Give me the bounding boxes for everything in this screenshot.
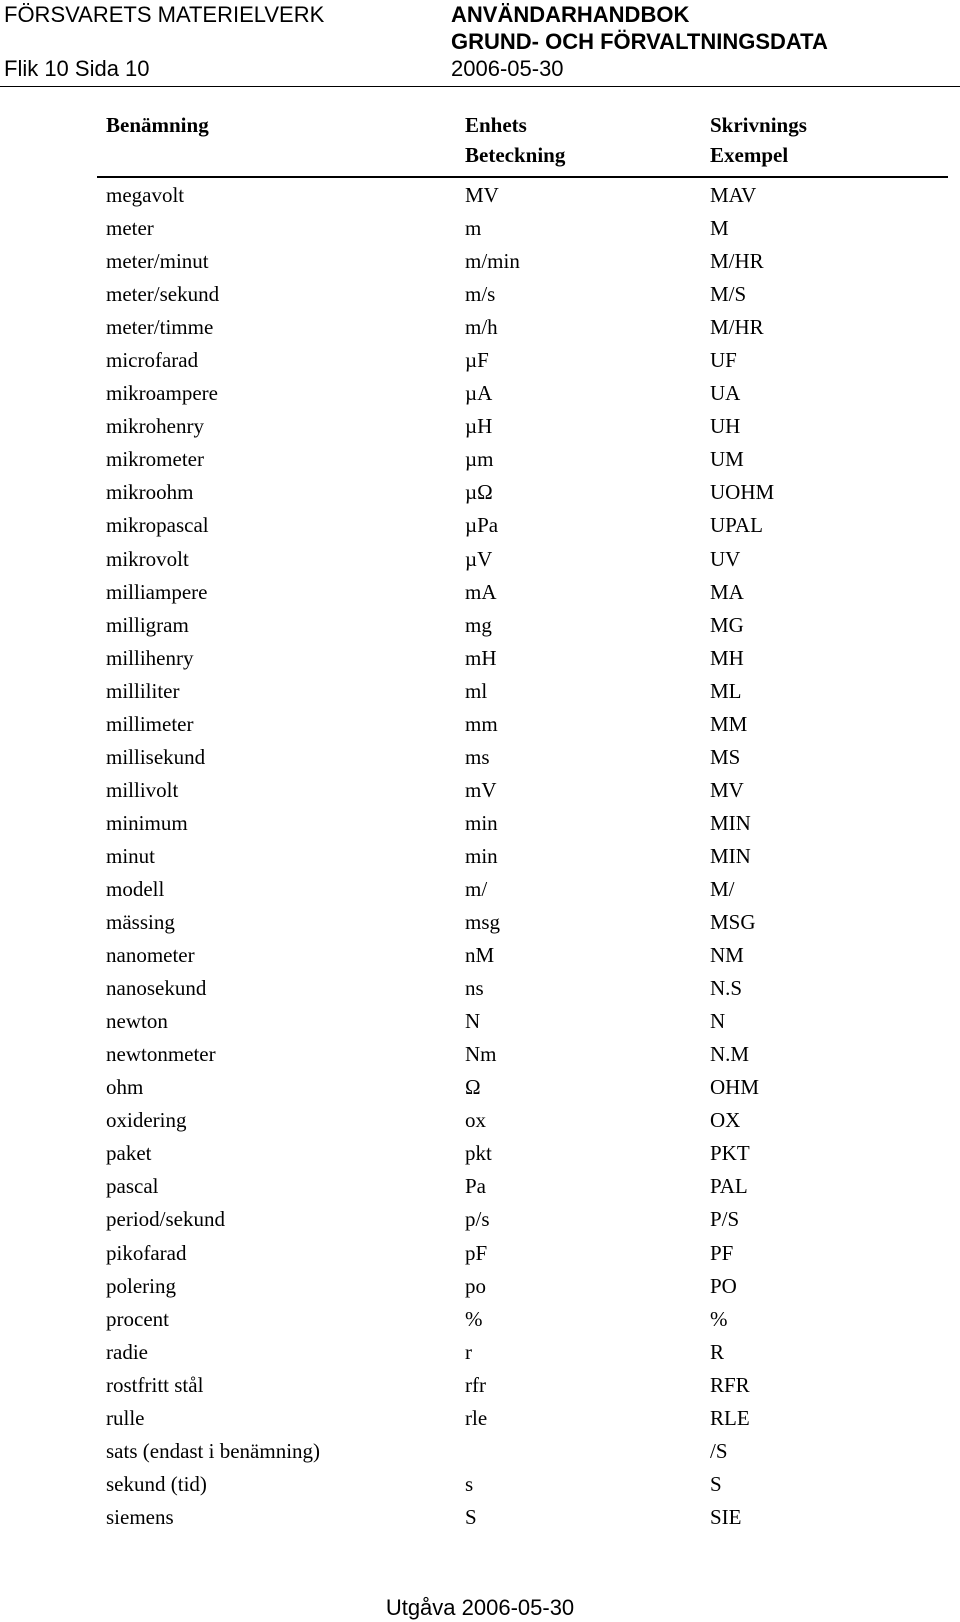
cell-unit: m/s xyxy=(465,282,496,307)
cell-name: milligram xyxy=(106,612,189,637)
cell-name: ohm xyxy=(106,1075,144,1100)
table-row xyxy=(0,475,960,508)
cell-example: SIE xyxy=(710,1504,742,1529)
cell-name: minut xyxy=(106,843,156,868)
cell-unit: µPa xyxy=(465,513,499,538)
cell-unit: ml xyxy=(465,678,488,703)
table-row xyxy=(0,442,960,475)
cell-example: M/HR xyxy=(710,249,764,274)
cell-example: UOHM xyxy=(710,480,775,505)
cell-example: MIN xyxy=(710,810,751,835)
cell-unit: r xyxy=(465,1339,472,1364)
cell-name: newton xyxy=(106,1009,168,1034)
table-row xyxy=(0,674,960,707)
cell-example: RLE xyxy=(710,1405,750,1430)
column-header-unit: Enhets xyxy=(465,113,527,137)
cell-name: rulle xyxy=(106,1405,145,1430)
cell-unit: mm xyxy=(465,711,498,736)
cell-unit: rfr xyxy=(465,1372,486,1397)
cell-example: OX xyxy=(710,1108,741,1133)
cell-example: MV xyxy=(710,777,744,802)
cell-unit: m xyxy=(465,216,482,241)
table-row xyxy=(0,1269,960,1302)
cell-example: ML xyxy=(710,678,742,703)
cell-unit: N xyxy=(465,1009,481,1034)
document-subtitle: GRUND- OCH FÖRVALTNINGSDATA xyxy=(451,29,828,54)
cell-unit: msg xyxy=(465,910,501,935)
cell-unit: µF xyxy=(465,348,489,373)
page-reference: Flik 10 Sida 10 xyxy=(4,56,150,81)
cell-example: PF xyxy=(710,1240,734,1265)
cell-example: MIN xyxy=(710,843,751,868)
table-row xyxy=(0,1401,960,1434)
table-row xyxy=(0,1169,960,1202)
table-row xyxy=(0,409,960,442)
cell-example: UF xyxy=(710,348,737,373)
cell-name: radie xyxy=(106,1339,148,1364)
cell-name: paket xyxy=(106,1141,152,1166)
cell-example: R xyxy=(710,1339,725,1364)
cell-name: millivolt xyxy=(106,777,179,802)
table-row xyxy=(0,1070,960,1103)
cell-name: milliampere xyxy=(106,579,208,604)
cell-name: procent xyxy=(106,1306,169,1331)
cell-name: mikroampere xyxy=(106,381,218,406)
cell-example: MS xyxy=(710,744,741,769)
table-row xyxy=(0,310,960,343)
cell-example: RFR xyxy=(710,1372,750,1397)
cell-name: nanometer xyxy=(106,943,195,968)
cell-unit: mH xyxy=(465,645,497,670)
cell-example: M/ xyxy=(710,876,735,901)
cell-unit: Ω xyxy=(465,1075,481,1100)
cell-name: mikropascal xyxy=(106,513,209,538)
cell-unit: min xyxy=(465,843,498,868)
table-header xyxy=(97,110,948,178)
table-row xyxy=(0,343,960,376)
table-row xyxy=(0,1103,960,1136)
cell-unit: MV xyxy=(465,183,499,207)
cell-name: nanosekund xyxy=(106,976,207,1001)
table-row xyxy=(0,277,960,310)
table-row xyxy=(0,608,960,641)
cell-unit: µm xyxy=(465,447,494,472)
column-header-example-line2: Exempel xyxy=(710,143,789,167)
table-row xyxy=(0,773,960,806)
cell-example: UH xyxy=(710,414,741,439)
cell-name: oxidering xyxy=(106,1108,187,1133)
cell-name: sats (endast i benämning) xyxy=(106,1438,321,1463)
table-row xyxy=(0,542,960,575)
cell-unit: ns xyxy=(465,976,484,1001)
table-row xyxy=(0,740,960,773)
table-row xyxy=(0,1136,960,1169)
cell-example: MA xyxy=(710,579,744,604)
cell-unit: % xyxy=(465,1306,483,1331)
cell-name: meter/timme xyxy=(106,315,214,340)
cell-unit: µΩ xyxy=(465,480,493,505)
cell-name: polering xyxy=(106,1273,176,1298)
cell-name: milliliter xyxy=(106,678,180,703)
cell-name: millihenry xyxy=(106,645,194,670)
table-row xyxy=(0,1236,960,1269)
cell-example: M/S xyxy=(710,282,747,307)
table-row xyxy=(0,806,960,839)
cell-unit: m/min xyxy=(465,249,520,274)
cell-example: MM xyxy=(710,711,748,736)
cell-name: sekund (tid) xyxy=(106,1471,207,1496)
cell-example: UM xyxy=(710,447,744,472)
cell-unit: p/s xyxy=(465,1207,490,1232)
cell-unit: ox xyxy=(465,1108,486,1133)
cell-example: S xyxy=(710,1471,722,1496)
cell-unit: po xyxy=(465,1273,486,1298)
table-row xyxy=(0,1368,960,1401)
cell-name: modell xyxy=(106,876,165,901)
cell-example: MH xyxy=(710,645,744,670)
table-row xyxy=(0,1434,960,1467)
cell-name: mässing xyxy=(106,910,175,935)
cell-example: /S xyxy=(710,1438,728,1463)
cell-name: mikroohm xyxy=(106,480,194,505)
cell-example: PO xyxy=(710,1273,737,1298)
cell-name: millisekund xyxy=(106,744,206,769)
cell-name: minimum xyxy=(106,810,188,835)
cell-unit: s xyxy=(465,1471,474,1496)
cell-unit: Nm xyxy=(465,1042,497,1067)
cell-unit: mV xyxy=(465,777,497,802)
cell-example: MSG xyxy=(710,910,756,935)
cell-unit: µH xyxy=(465,414,493,439)
table-row xyxy=(0,575,960,608)
table-row xyxy=(0,1004,960,1037)
cell-name: mikrovolt xyxy=(106,546,189,571)
page-footer: Utgåva 2006-05-30 xyxy=(385,1595,575,1620)
cell-example: MAV xyxy=(710,183,757,207)
table-row xyxy=(0,376,960,409)
table-row xyxy=(0,1467,960,1500)
cell-unit: mA xyxy=(465,579,497,604)
cell-unit: nM xyxy=(465,943,495,968)
table-row xyxy=(0,1037,960,1070)
cell-name: pikofarad xyxy=(106,1240,187,1265)
cell-example: M xyxy=(710,216,729,241)
cell-example: MG xyxy=(710,612,744,637)
cell-name: siemens xyxy=(106,1504,174,1529)
table-row xyxy=(0,707,960,740)
cell-name: meter xyxy=(106,216,154,241)
cell-example: OHM xyxy=(710,1075,760,1100)
cell-example: P/S xyxy=(710,1207,740,1232)
table-row xyxy=(0,1202,960,1235)
cell-name: mikrometer xyxy=(106,447,204,472)
cell-example: N.S xyxy=(710,976,743,1001)
column-header-unit-line2: Beteckning xyxy=(465,143,566,167)
table-row xyxy=(0,872,960,905)
cell-name: newtonmeter xyxy=(106,1042,216,1067)
cell-unit: S xyxy=(465,1504,477,1529)
cell-name: millimeter xyxy=(106,711,194,736)
column-header-example: Skrivnings xyxy=(710,113,807,137)
cell-example: NM xyxy=(710,943,744,968)
table-row xyxy=(0,839,960,872)
cell-example: UV xyxy=(710,546,741,571)
cell-name: meter/minut xyxy=(106,249,209,274)
cell-name: megavolt xyxy=(106,183,185,207)
cell-unit: mg xyxy=(465,612,492,637)
cell-unit: µA xyxy=(465,381,493,406)
table-row xyxy=(0,905,960,938)
cell-name: pascal xyxy=(106,1174,159,1199)
table-body xyxy=(0,178,960,1533)
cell-unit: µV xyxy=(465,546,493,571)
document-title: ANVÄNDARHANDBOK xyxy=(451,2,690,27)
cell-example: M/HR xyxy=(710,315,764,340)
cell-unit: pF xyxy=(465,1240,488,1265)
page-header xyxy=(0,0,960,87)
column-header-name: Benämning xyxy=(106,113,209,137)
cell-name: period/sekund xyxy=(106,1207,225,1232)
table-row xyxy=(0,1302,960,1335)
units-table xyxy=(0,110,960,1533)
table-row xyxy=(0,244,960,277)
table-row xyxy=(0,1335,960,1368)
table-row xyxy=(0,211,960,244)
cell-name: meter/sekund xyxy=(106,282,220,307)
organization-name: FÖRSVARETS MATERIELVERK xyxy=(4,2,325,27)
cell-example: UA xyxy=(710,381,741,406)
table-row xyxy=(0,971,960,1004)
cell-example: N xyxy=(710,1009,726,1034)
table-row xyxy=(0,178,960,211)
cell-unit: rle xyxy=(465,1405,488,1430)
cell-example: PKT xyxy=(710,1141,750,1166)
cell-unit: ms xyxy=(465,744,490,769)
cell-example: PAL xyxy=(710,1174,748,1199)
cell-name: rostfritt stål xyxy=(106,1372,204,1397)
cell-unit: pkt xyxy=(465,1141,492,1166)
cell-unit: m/h xyxy=(465,315,498,340)
table-row xyxy=(0,1500,960,1533)
cell-name: mikrohenry xyxy=(106,414,204,439)
header-date: 2006-05-30 xyxy=(451,56,564,81)
cell-unit: min xyxy=(465,810,498,835)
cell-unit: m/ xyxy=(465,876,488,901)
table-row xyxy=(0,508,960,541)
cell-name: microfarad xyxy=(106,348,199,373)
cell-example: N.M xyxy=(710,1042,750,1067)
cell-example: UPAL xyxy=(710,513,763,538)
cell-example: % xyxy=(710,1306,728,1331)
cell-unit: Pa xyxy=(465,1174,486,1199)
table-row xyxy=(0,938,960,971)
table-row xyxy=(0,641,960,674)
